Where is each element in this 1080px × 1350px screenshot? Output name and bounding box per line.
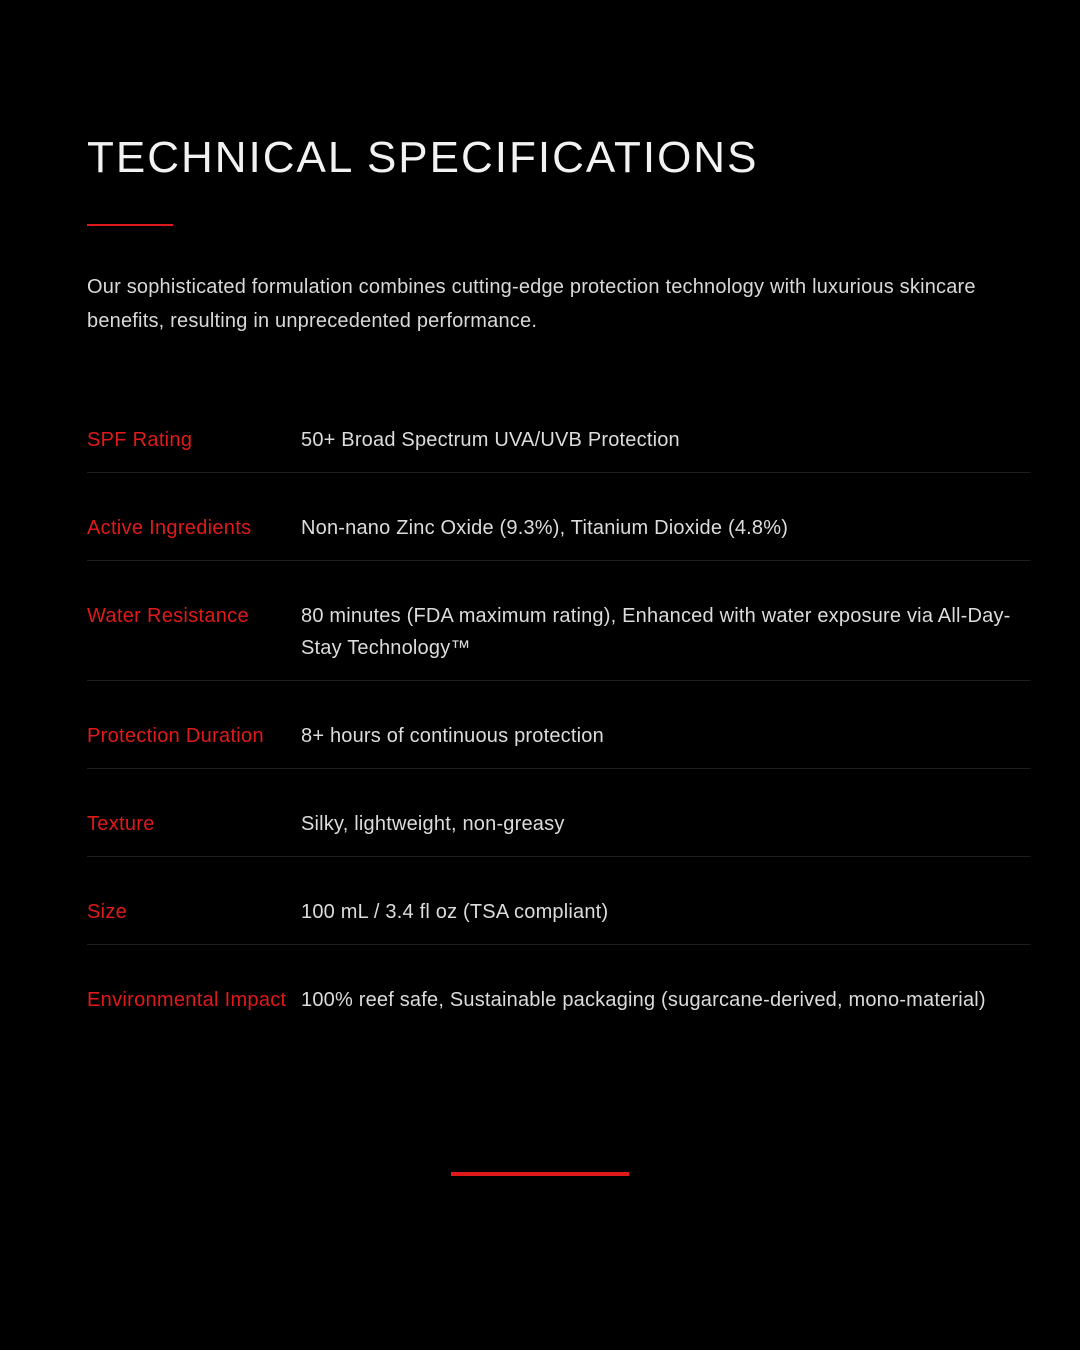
spec-row-protection-duration bbox=[87, 681, 1030, 769]
spec-value: 100% reef safe, Sustainable packaging (sugarcane-derived, mono-material) bbox=[301, 989, 986, 1011]
spec-label: Environmental Impact bbox=[87, 989, 287, 1011]
page-title: TECHNICAL SPECIFICATIONS bbox=[87, 133, 759, 182]
spec-value: 80 minutes (FDA maximum rating), Enhanced with water exposure via All-Day-Stay Technology™ bbox=[301, 605, 1011, 659]
spec-row-water-resistance bbox=[87, 561, 1030, 681]
intro-paragraph: Our sophisticated formulation combines cutting-edge protection technology with luxurious skincare benefits, resulting in unprecedented performance. bbox=[87, 276, 976, 332]
spec-table bbox=[87, 410, 1030, 1032]
spec-label: Protection Duration bbox=[87, 725, 264, 747]
spec-value: 50+ Broad Spectrum UVA/UVB Protection bbox=[301, 429, 680, 451]
spec-value: Silky, lightweight, non-greasy bbox=[301, 813, 565, 835]
spec-value: Non-nano Zinc Oxide (9.3%), Titanium Dioxide (4.8%) bbox=[301, 517, 789, 539]
spec-page bbox=[87, 0, 1030, 1350]
footer-accent-rule bbox=[451, 1172, 629, 1176]
spec-value: 100 mL / 3.4 fl oz (TSA compliant) bbox=[301, 901, 609, 923]
title-accent-rule bbox=[87, 224, 173, 226]
spec-label: Size bbox=[87, 901, 128, 923]
spec-label: Water Resistance bbox=[87, 605, 249, 627]
spec-row-active-ingredients bbox=[87, 473, 1030, 561]
spec-row-spf-rating bbox=[87, 410, 1030, 473]
spec-row-size bbox=[87, 857, 1030, 945]
spec-label: Active Ingredients bbox=[87, 517, 252, 539]
spec-value: 8+ hours of continuous protection bbox=[301, 725, 604, 747]
spec-row-environmental-impact bbox=[87, 945, 1030, 1032]
spec-label: SPF Rating bbox=[87, 429, 193, 451]
spec-label: Texture bbox=[87, 813, 155, 835]
spec-row-texture bbox=[87, 769, 1030, 857]
